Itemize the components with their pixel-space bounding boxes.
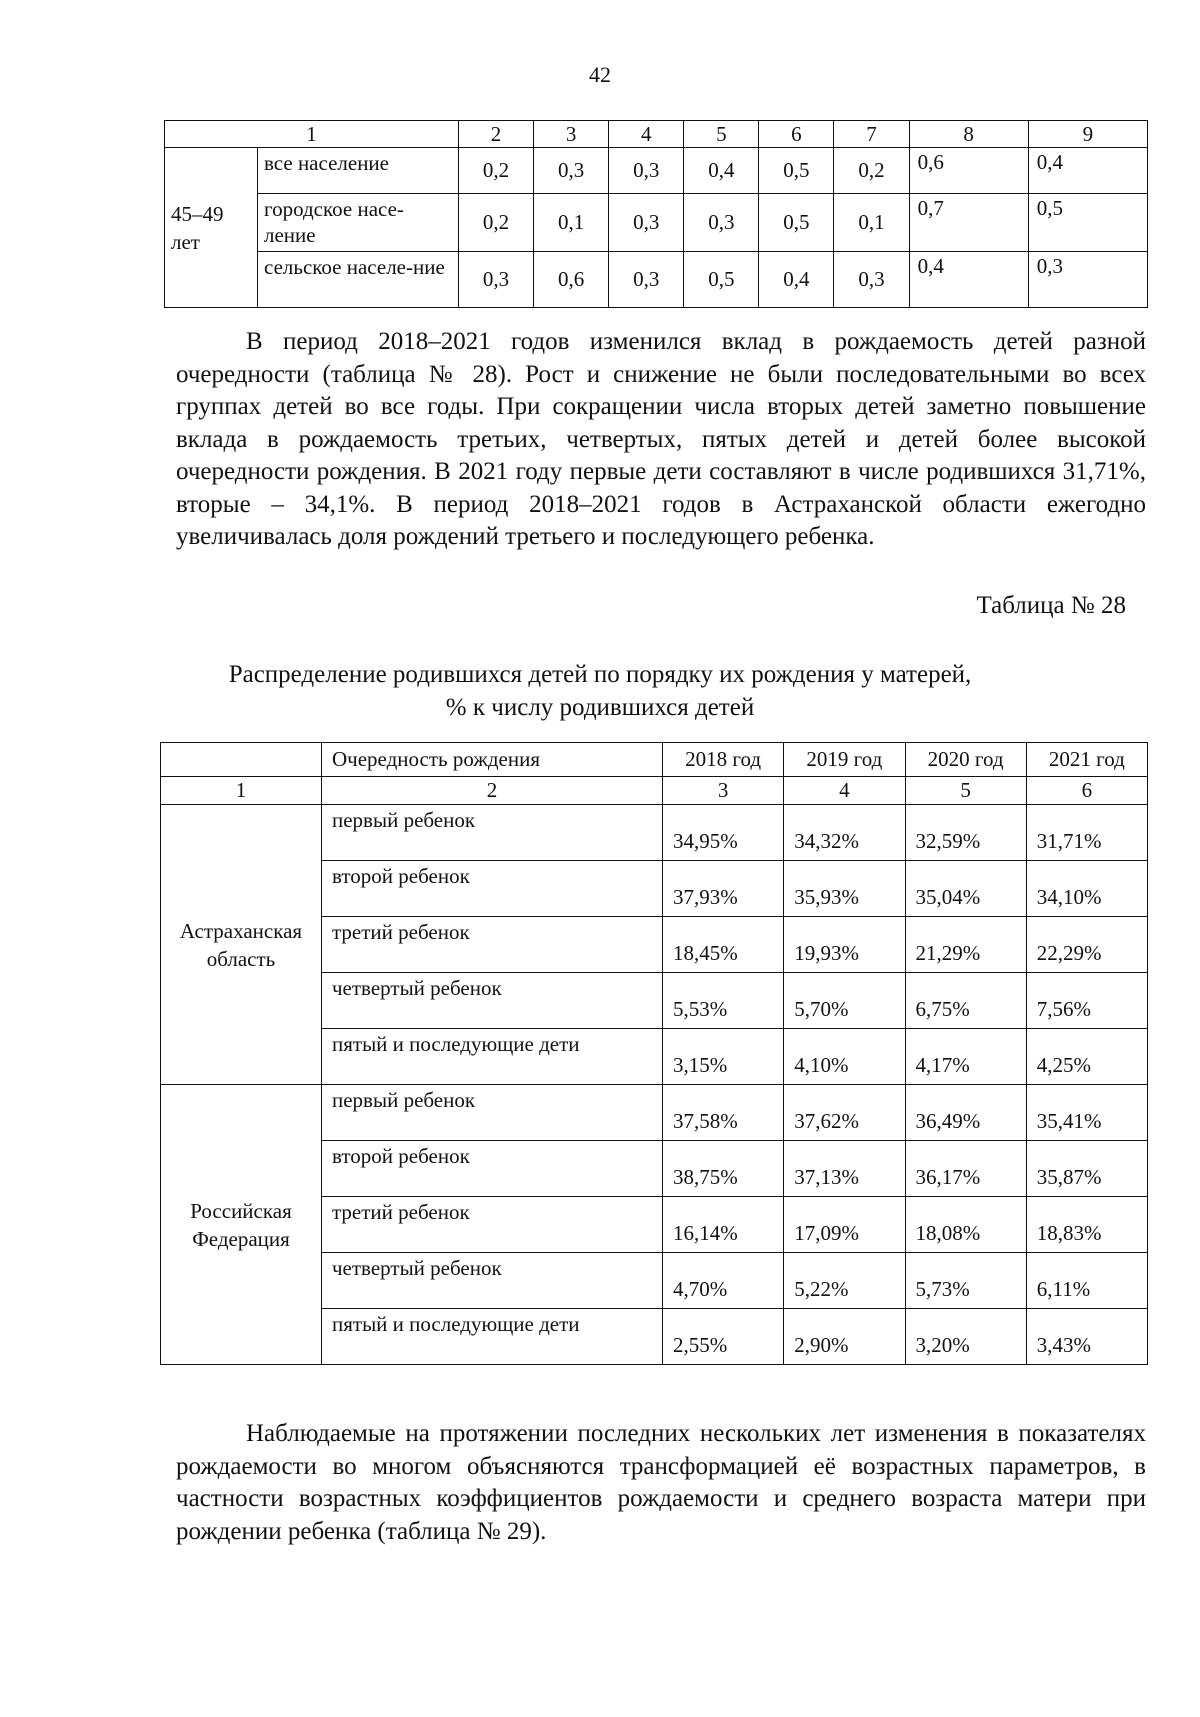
table-cell: 37,93% — [663, 861, 784, 917]
column-header: 2021 год — [1026, 743, 1147, 777]
table-cell: 0,2 — [459, 148, 534, 194]
table-cell: 0,3 — [1028, 252, 1147, 308]
col-number: 5 — [905, 777, 1026, 805]
table-cell: 37,62% — [784, 1085, 905, 1141]
table-row — [161, 1085, 1148, 1141]
table-cell: 19,93% — [784, 917, 905, 973]
page-number: 42 — [589, 62, 611, 87]
table-cell: 17,09% — [784, 1197, 905, 1253]
col-number: 5 — [684, 121, 759, 148]
table-cell: 0,3 — [609, 148, 684, 194]
group-label: все население — [258, 148, 459, 194]
table-cell: 16,14% — [663, 1197, 784, 1253]
table-cell: 2,90% — [784, 1309, 905, 1365]
paragraph-birth-order: В период 2018–2021 годов изменился вклад в рождаемость детей разной очередности (таблица № 28). Рост и снижение не были последовательными во всех группах детей во все годы. При сокращении числа вторых детей заметно повышение вклада в рождаемость третьих, четвертых, пятых детей и детей более высокой очередности рождения. В 2021 году первые дети составляют в числе родившихся 31,71%, вторые – 34,1%. В период 2018–2021 годов в Астраханской области ежегодно увеличивалась доля рождений третьего и последующего ребенка. — [176, 328, 1146, 550]
table-cell: 0,4 — [759, 252, 834, 308]
col-number: 3 — [534, 121, 609, 148]
col-number: 3 — [663, 777, 784, 805]
birth-order-label: первый ребенок — [322, 1085, 663, 1141]
table-row — [161, 805, 1148, 861]
table-row — [165, 148, 1148, 194]
table-cell: 4,70% — [663, 1253, 784, 1309]
table-cell: 3,15% — [663, 1029, 784, 1085]
table-cell: 0,3 — [684, 194, 759, 252]
birth-order-label: четвертый ребенок — [322, 973, 663, 1029]
table-header-row — [165, 121, 1148, 148]
column-header: 2019 год — [784, 743, 905, 777]
table-cell: 4,10% — [784, 1029, 905, 1085]
group-label: сельское населе-ние — [258, 252, 459, 308]
birth-order-label: второй ребенок — [322, 1141, 663, 1197]
table-cell: 5,73% — [905, 1253, 1026, 1309]
birth-order-label: четвертый ребенок — [322, 1253, 663, 1309]
col-number: 1 — [161, 777, 322, 805]
table-title — [0, 658, 1200, 724]
column-header: 2018 год — [663, 743, 784, 777]
column-header: 2020 год — [905, 743, 1026, 777]
table-cell: 35,87% — [1026, 1141, 1147, 1197]
table-cell: 5,53% — [663, 973, 784, 1029]
table-cell: 6,75% — [905, 973, 1026, 1029]
table-title-line: Распределение родившихся детей по порядку их рождения у матерей, — [228, 661, 972, 688]
col-number: 6 — [1026, 777, 1147, 805]
table-title-line: % к числу родившихся детей — [445, 694, 755, 721]
table-cell: 0,3 — [609, 252, 684, 308]
table-cell: 38,75% — [663, 1141, 784, 1197]
table-cell: 0,1 — [534, 194, 609, 252]
table-number: Таблица № 28 — [976, 592, 1126, 619]
table-cell: 0,4 — [684, 148, 759, 194]
table-cell: 0,3 — [459, 252, 534, 308]
paragraph-age-parameters: Наблюдаемые на протяжении последних нескольких лет изменения в показателях рождаемости во многом объясняются трансформацией её возрастных параметров, в частности возрастных коэффициентов рождаемости и среднего возраста матери при рождении ребенка (таблица № 29). — [176, 1420, 1146, 1545]
table-cell: 0,6 — [909, 148, 1028, 194]
table-cell: 2,55% — [663, 1309, 784, 1365]
table-cell: 36,17% — [905, 1141, 1026, 1197]
table-row — [165, 194, 1148, 252]
group-label: городское насе-ление — [258, 194, 459, 252]
column-header: Очередность рождения — [322, 743, 663, 777]
birth-order-label: третий ребенок — [322, 917, 663, 973]
table-cell: 34,32% — [784, 805, 905, 861]
table-cell: 0,4 — [909, 252, 1028, 308]
table-cell: 5,70% — [784, 973, 905, 1029]
table-cell: 0,3 — [534, 148, 609, 194]
col-number: 2 — [459, 121, 534, 148]
col-number: 4 — [784, 777, 905, 805]
table-cell: 35,04% — [905, 861, 1026, 917]
fertility-table-continuation — [164, 120, 1148, 308]
table-cell: 34,95% — [663, 805, 784, 861]
table-cell: 3,20% — [905, 1309, 1026, 1365]
table-cell: 3,43% — [1026, 1309, 1147, 1365]
table-cell: 0,5 — [759, 194, 834, 252]
table-cell: 31,71% — [1026, 805, 1147, 861]
table-row — [165, 252, 1148, 308]
col-number: 2 — [322, 777, 663, 805]
col-number: 6 — [759, 121, 834, 148]
table-header-row — [161, 743, 1148, 777]
table-cell: 0,1 — [834, 194, 909, 252]
table-cell: 0,7 — [909, 194, 1028, 252]
table-cell: 0,5 — [759, 148, 834, 194]
table-cell: 0,6 — [534, 252, 609, 308]
birth-order-label: второй ребенок — [322, 861, 663, 917]
table-cell: 37,13% — [784, 1141, 905, 1197]
region-cell: Российская Федерация — [161, 1085, 322, 1365]
table-cell: 5,22% — [784, 1253, 905, 1309]
table-cell: 7,56% — [1026, 973, 1147, 1029]
table-cell: 37,58% — [663, 1085, 784, 1141]
table-cell: 18,45% — [663, 917, 784, 973]
table-cell: 34,10% — [1026, 861, 1147, 917]
table-cell: 18,08% — [905, 1197, 1026, 1253]
empty-header-cell — [161, 743, 322, 777]
table-cell: 4,25% — [1026, 1029, 1147, 1085]
col-number: 9 — [1028, 121, 1147, 148]
table-cell: 4,17% — [905, 1029, 1026, 1085]
table-cell: 0,2 — [834, 148, 909, 194]
table-cell: 0,3 — [834, 252, 909, 308]
table-cell: 36,49% — [905, 1085, 1026, 1141]
age-group-cell: 45–49 лет — [165, 148, 258, 308]
table-cell: 35,41% — [1026, 1085, 1147, 1141]
birth-order-label: первый ребенок — [322, 805, 663, 861]
birth-order-label: пятый и последующие дети — [322, 1309, 663, 1365]
table-cell: 6,11% — [1026, 1253, 1147, 1309]
table-cell: 0,3 — [609, 194, 684, 252]
table-cell: 32,59% — [905, 805, 1026, 861]
table-cell: 18,83% — [1026, 1197, 1147, 1253]
col-number: 8 — [909, 121, 1028, 148]
col-number: 4 — [609, 121, 684, 148]
table-cell: 21,29% — [905, 917, 1026, 973]
table-cell: 0,2 — [459, 194, 534, 252]
col-number: 1 — [165, 121, 459, 148]
col-number: 7 — [834, 121, 909, 148]
table-cell: 22,29% — [1026, 917, 1147, 973]
region-cell: Астраханская область — [161, 805, 322, 1085]
table-cell: 0,5 — [1028, 194, 1147, 252]
birth-order-label: третий ребенок — [322, 1197, 663, 1253]
table-cell: 35,93% — [784, 861, 905, 917]
table-cell: 0,5 — [684, 252, 759, 308]
birth-order-label: пятый и последующие дети — [322, 1029, 663, 1085]
column-number-row — [161, 777, 1148, 805]
birth-order-table — [160, 742, 1148, 1365]
table-cell: 0,4 — [1028, 148, 1147, 194]
